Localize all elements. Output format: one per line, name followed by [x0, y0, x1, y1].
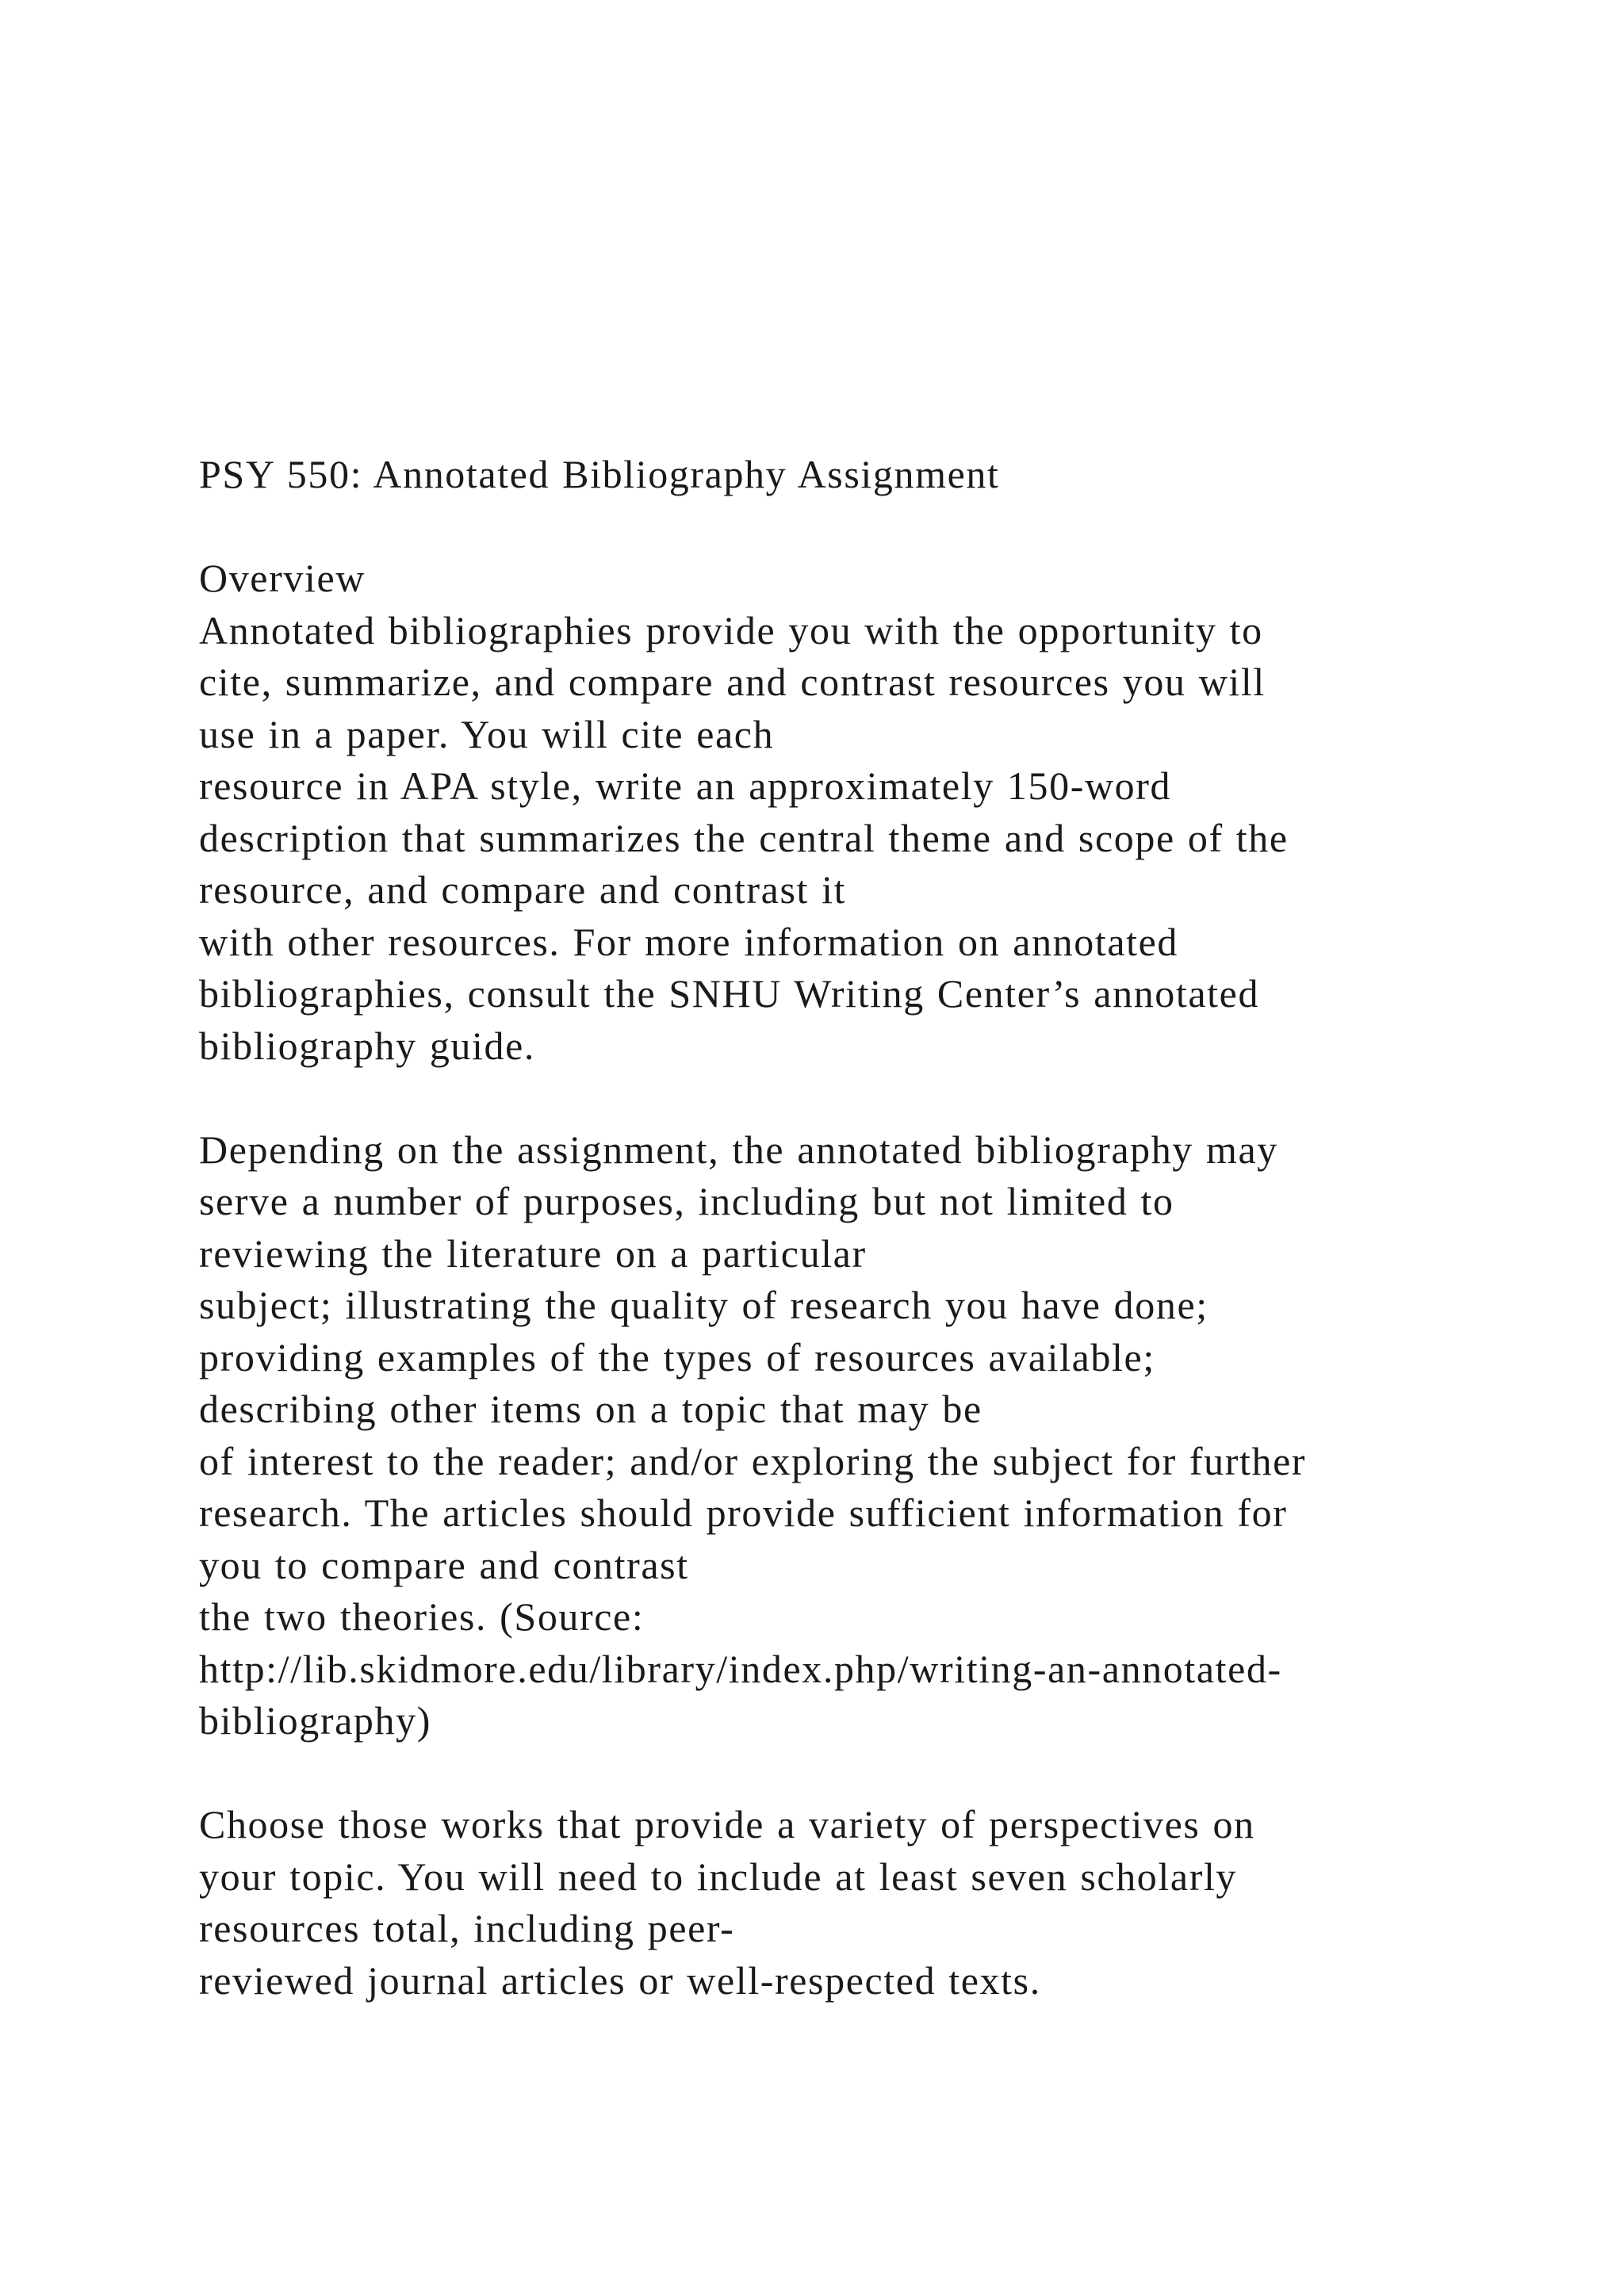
overview-paragraph: [199, 605, 1547, 1073]
spacer: [199, 501, 1547, 553]
text-line: resources total, including peer-: [199, 1906, 735, 1950]
text-line: serve a number of purposes, including but not limited to: [199, 1179, 1174, 1223]
text-line: reviewing the literature on a particular: [199, 1230, 867, 1276]
text-line: describing other items on a topic that may be: [199, 1387, 982, 1431]
text-line: resource in APA style, write an approximately 150-word: [199, 763, 1172, 808]
text-line: you to compare and contrast: [199, 1542, 689, 1587]
document-title: PSY 550: Annotated Bibliography Assignment: [199, 452, 1000, 496]
text-line: providing examples of the types of resources available;: [199, 1334, 1155, 1380]
text-line: Annotated bibliographies provide you with the opportunity to: [199, 607, 1263, 652]
overview-heading: Overview: [199, 556, 366, 600]
text-line: bibliographies, consult the SNHU Writing Center’s annotated: [199, 971, 1260, 1016]
document-body: [199, 449, 1547, 2007]
text-line: Choose those works that provide a variety of perspectives on: [199, 1802, 1255, 1846]
purposes-paragraph: [199, 1124, 1547, 1747]
text-line: use in a paper. You will cite each: [199, 711, 775, 756]
text-line: of interest to the reader; and/or exploring the subject for further: [199, 1438, 1307, 1483]
text-line: research. The articles should provide sufficient information for: [199, 1490, 1288, 1535]
spacer: [199, 1747, 1547, 1800]
text-line: your topic. You will need to include at least seven scholarly: [199, 1854, 1238, 1899]
source-link[interactable]: http://lib.skidmore.edu/library/index.php/writing-an-annotated-: [199, 1646, 1282, 1691]
works-paragraph: [199, 1799, 1547, 2007]
text-line: cite, summarize, and compare and contrast resources you will: [199, 660, 1266, 704]
text-line: bibliography): [199, 1698, 431, 1743]
text-line: subject; illustrating the quality of research you have done;: [199, 1283, 1208, 1327]
text-line: with other resources. For more information on annotated: [199, 919, 1179, 964]
text-line: description that summarizes the central theme and scope of the: [199, 815, 1289, 860]
spacer: [199, 1072, 1547, 1124]
text-line: Depending on the assignment, the annotated bibliography may: [199, 1127, 1278, 1172]
text-line: reviewed journal articles or well-respected texts.: [199, 1957, 1041, 2003]
text-line: resource, and compare and contrast it: [199, 867, 847, 912]
text-line: bibliography guide.: [199, 1023, 536, 1068]
text-line: the two theories. (Source:: [199, 1594, 645, 1639]
